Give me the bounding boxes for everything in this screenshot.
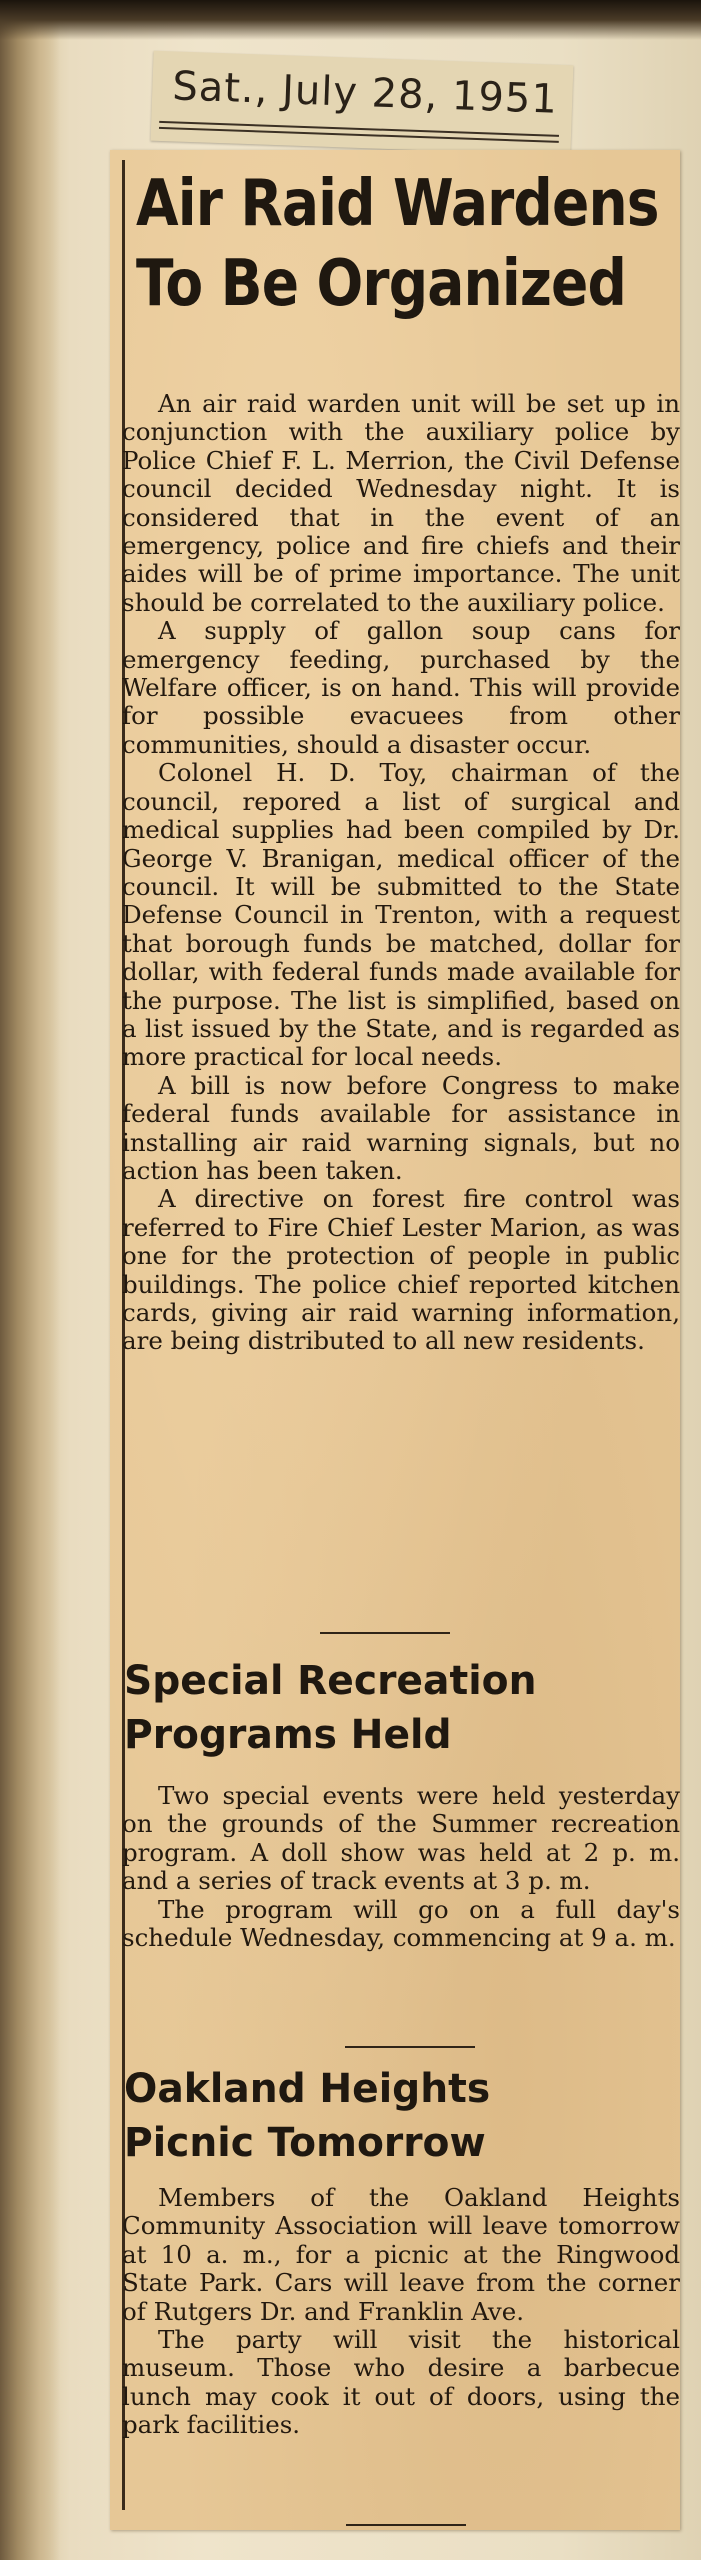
article-3-headline-line-1: Oakland Heights: [124, 2066, 491, 2112]
article-1-paragraph: A directive on forest fire control was referred to Fire Chief Lester Marion, as was one for the protection of people in public buildings. The police chief reported kitchen cards, giving air raid warning information, are being distributed to all new residents.: [122, 1184, 680, 1356]
date-clipping: [151, 51, 574, 156]
article-2-headline: [124, 1654, 673, 1762]
article-divider: [346, 2524, 466, 2526]
article-2-headline-line-2: Programs Held: [124, 1712, 452, 1758]
article-2-headline-line-1: Special Recreation: [124, 1658, 537, 1704]
article-1-paragraph: Colonel H. D. Toy, chairman of the council, repored a list of surgical and medical supplies had been compiled by Dr. George V. Branigan, medical officer of the council. It will be submitted to the State Defense Council in Trenton, with a request that borough funds be matched, dollar for dollar, with federal funds made available for the purpose. The list is simplified, based on a list issued by the State, and is regarded as more practical for local needs.: [122, 758, 680, 1072]
article-2-paragraph: Two special events were held yesterday on the grounds of the Summer recreation program. A doll show was held at 2 p. m. and a series of track events at 3 p. m.: [122, 1781, 680, 1896]
article-1-paragraph: A bill is now before Congress to make federal funds available for assistance in installing air raid warning signals, but no action has been taken.: [122, 1070, 680, 1185]
article-2-paragraph: The program will go on a full day's schedule Wednesday, commencing at 9 a. m.: [122, 1894, 680, 1953]
article-divider: [320, 1632, 450, 1634]
article-3-paragraph: The party will visit the historical museum. Those who desire a barbecue lunch may cook it out of doors, using the park facilities.: [122, 2325, 680, 2440]
clipping-date: Sat., July 28, 1951: [171, 63, 559, 123]
article-3-body: [122, 2184, 680, 2440]
newspaper-clipping: [110, 150, 680, 2530]
article-2-body: [122, 1782, 680, 1952]
page-edge-shadow: [0, 0, 701, 40]
article-1-paragraph: A supply of gallon soup cans for emergency feeding, purchased by the Welfare officer, is on hand. This will provide for possible evacuees from other communities, should a disaster occur.: [122, 616, 680, 759]
article-3-paragraph: Members of the Oakland Heights Community Association will leave tomorrow at 10 a. m., for a picnic at the Ringwood State Park. Cars will leave from the corner of Rutgers Dr. and Franklin Ave.: [122, 2183, 680, 2326]
article-3-headline: [124, 2062, 673, 2170]
article-1-headline: [136, 164, 669, 324]
article-1-headline-line-1: Air Raid Wardens: [136, 167, 659, 241]
article-3-headline-line-2: Picnic Tomorrow: [124, 2120, 486, 2166]
article-divider: [345, 2046, 475, 2048]
page-binding: [0, 0, 60, 2560]
article-1-body: [122, 390, 680, 1356]
article-1-headline-line-2: To Be Organized: [136, 247, 627, 321]
article-1-paragraph: An air raid warden unit will be set up in conjunction with the auxiliary police by Police Chief F. L. Merrion, the Civil Defense council decided Wednesday night. It is considered that in the event of an emergency, police and fire chiefs and their aides will be of prime importance. The unit should be correlated to the auxiliary police.: [122, 389, 680, 617]
